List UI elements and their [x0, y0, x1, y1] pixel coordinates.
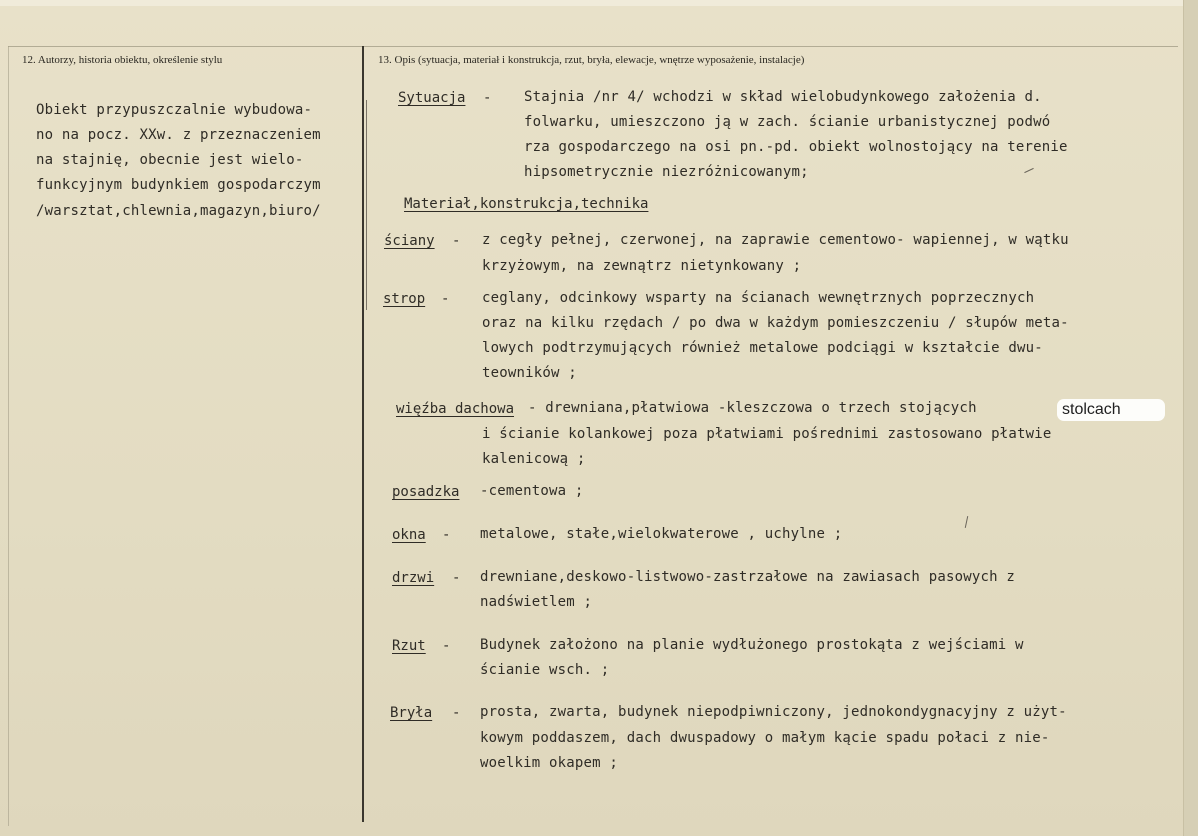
text-line: hipsometrycznie niezróżnicowanym;	[524, 164, 809, 180]
text-line: ścianie wsch. ;	[480, 662, 610, 678]
header-rule	[8, 46, 1178, 47]
text-line: rza gospodarczego na osi pn.-pd. obiekt wolnostojący na terenie	[524, 139, 1068, 155]
column-divider	[362, 46, 364, 822]
left-rule	[8, 46, 9, 826]
label-sciany: ściany	[384, 233, 435, 249]
label-bryla: Bryła	[390, 705, 433, 721]
text-line: i ścianie kolankowej poza płatwiami pośrednimi zastosowano płatwie	[482, 426, 1052, 442]
dash: -	[483, 90, 492, 106]
left-line: no na pocz. XXw. z przeznaczeniem	[36, 127, 321, 143]
dash: -	[442, 527, 451, 543]
dash: -	[441, 291, 450, 307]
header-authors-history: 12. Autorzy, historia obiektu, określenie stylu	[22, 54, 223, 66]
label-drzwi: drzwi	[392, 570, 435, 586]
left-line: /warsztat,chlewnia,magazyn,biuro/	[36, 203, 321, 219]
text-line: kalenicową ;	[482, 451, 586, 467]
heading-material: Materiał,konstrukcja,technika	[404, 196, 649, 212]
header-description: 13. Opis (sytuacja, materiał i konstrukcja, rzut, bryła, elewacje, wnętrze wyposażenie, instalacje)	[378, 54, 805, 66]
text-line: kowym poddaszem, dach dwuspadowy o małym kącie spadu połaci z nie-	[480, 730, 1050, 746]
text-line: krzyżowym, na zewnątrz nietynkowany ;	[482, 258, 802, 274]
handwritten-correction: stolcach	[1062, 401, 1121, 418]
left-line: funkcyjnym budynkiem gospodarczym	[36, 177, 321, 193]
text-line: ceglany, odcinkowy wsparty na ścianach wewnętrznych poprzecznych	[482, 290, 1035, 306]
pencil-mark	[965, 516, 968, 528]
dash: -	[442, 638, 451, 654]
label-posadzka: posadzka	[392, 484, 460, 500]
text-line: - drewniana,płatwiowa -kleszczowa o trzech stojących	[528, 400, 977, 416]
left-line: na stajnię, obecnie jest wielo-	[36, 152, 304, 168]
pencil-mark	[1024, 168, 1033, 173]
text-line: lowych podtrzymujących również metalowe podciągi w kształcie dwu-	[482, 340, 1043, 356]
dash: -	[452, 570, 461, 586]
card-top-edge	[0, 0, 1198, 6]
text-line: Budynek założono na planie wydłużonego prostokąta z wejściami w	[480, 637, 1024, 653]
dash: -	[452, 705, 461, 721]
text-line: z cegły pełnej, czerwonej, na zaprawie cementowo- wapiennej, w wątku	[482, 232, 1069, 248]
text-line: nadświetlem ;	[480, 594, 593, 610]
text-line: prosta, zwarta, budynek niepodpiwniczony, jednokondygnacyjny z użyt-	[480, 704, 1067, 720]
text-line: drewniane,deskowo-listwowo-zastrzałowe na zawiasach pasowych z	[480, 569, 1015, 585]
text-line: Stajnia /nr 4/ wchodzi w skład wielobudynkowego założenia d.	[524, 89, 1042, 105]
left-line: Obiekt przypuszczalnie wybudowa-	[36, 102, 313, 118]
text-line: oraz na kilku rzędach / po dwa w każdym pomieszczeniu / słupów meta-	[482, 315, 1069, 331]
text-line: metalowe, stałe,wielokwaterowe , uchylne ;	[480, 526, 843, 542]
label-wiezba-dachowa: więźba dachowa	[396, 401, 515, 417]
label-rzut: Rzut	[392, 638, 426, 654]
label-okna: okna	[392, 527, 426, 543]
dash: -	[452, 233, 461, 249]
card-right-edge	[1183, 0, 1198, 836]
column-divider-secondary	[366, 100, 367, 310]
text-line: -cementowa ;	[480, 483, 584, 499]
text-line: folwarku, umieszczono ją w zach. ścianie urbanistycznej podwó	[524, 114, 1051, 130]
text-line: teowników ;	[482, 365, 577, 381]
text-line: woelkim okapem ;	[480, 755, 619, 771]
label-sytuacja: Sytuacja	[398, 90, 466, 106]
label-strop: strop	[383, 291, 426, 307]
